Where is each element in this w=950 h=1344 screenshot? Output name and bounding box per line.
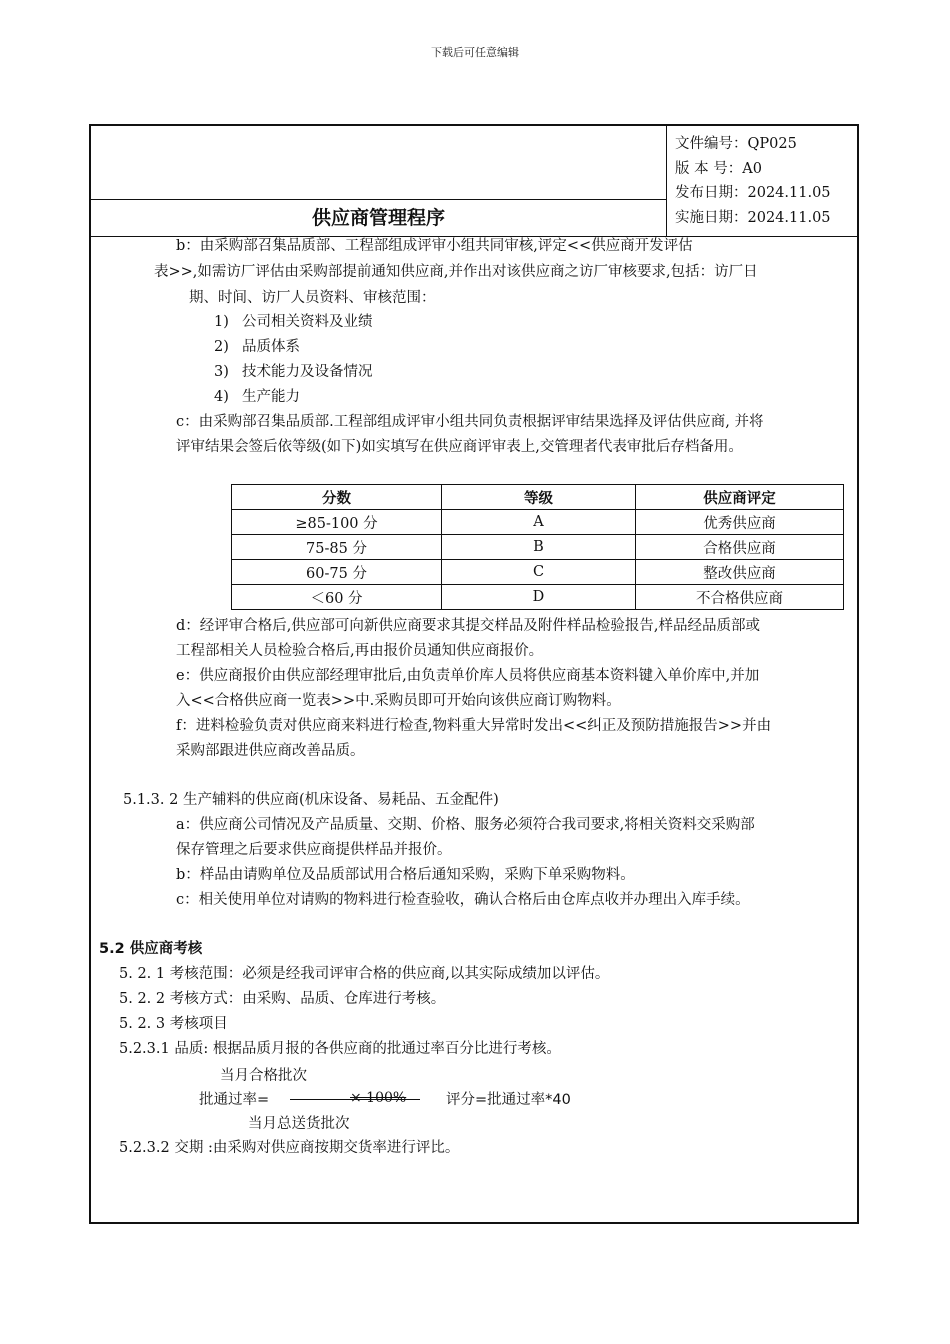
table-cell: ＜60 分 bbox=[232, 585, 442, 610]
grade-table bbox=[231, 484, 844, 610]
table-cell: 60-75 分 bbox=[232, 560, 442, 585]
table-cell: 优秀供应商 bbox=[636, 510, 844, 535]
table-header-rating: 供应商评定 bbox=[636, 485, 844, 510]
table-cell: 整改供应商 bbox=[636, 560, 844, 585]
para-c-line1: c：由采购部召集品质部.工程部组成评审小组共同负责根据评审结果选择及评估供应商, 并将 bbox=[176, 414, 764, 430]
section-5231: 5.2.3.1 品质: 根据品质月报的各供应商的批通过率百分比进行考核。 bbox=[119, 1041, 561, 1057]
doc-number: 文件编号：QP025 bbox=[675, 136, 797, 152]
para-b-line1: b：由采购部召集品质部、工程部组成评审小组共同审核,评定<<供应商开发评估 bbox=[176, 238, 693, 254]
section-5232: 5.2.3.2 交期 :由采购对供应商按期交货率进行评比。 bbox=[119, 1140, 460, 1156]
para-d-line1: d：经评审合格后,供应部可向新供应商要求其提交样品及附件样品检验报告,样品经品质部或 bbox=[176, 618, 760, 634]
publish-date: 发布日期：2024.11.05 bbox=[675, 185, 831, 201]
para-d-line2: 工程部相关人员检验合格后,再由报价员通知供应商报价。 bbox=[176, 643, 544, 659]
effective-date: 实施日期：2024.11.05 bbox=[675, 209, 831, 226]
list-item-num: 1) bbox=[214, 314, 229, 330]
version: 版 本 号：A0 bbox=[675, 160, 762, 177]
table-cell: 合格供应商 bbox=[636, 535, 844, 560]
section-522: 5. 2. 2 考核方式：由采购、品质、仓库进行考核。 bbox=[119, 991, 446, 1007]
table-cell: ≥85-100 分 bbox=[232, 510, 442, 535]
formula-score: 评分=批通过率*40 bbox=[446, 1092, 571, 1108]
list-item-num: 4) bbox=[214, 389, 229, 405]
para-a2-line2: 保存管理之后要求供应商提供样品并报价。 bbox=[176, 842, 452, 858]
table-cell: D bbox=[442, 585, 636, 610]
para-b-line2: 表>>,如需访厂评估由采购部提前通知供应商,并作出对该供应商之访厂审核要求,包括：访厂日 bbox=[154, 264, 758, 280]
para-c2: c：相关使用单位对请购的物料进行检查验收，确认合格后由仓库点收并办理出入库手续。 bbox=[176, 892, 750, 908]
header-info bbox=[667, 126, 857, 236]
table-cell: C bbox=[442, 560, 636, 585]
para-e-line2: 入<<合格供应商一览表>>中.采购员即可开始向该供应商订购物料。 bbox=[176, 693, 621, 709]
section-5132: 5.1.3. 2 生产辅料的供应商(机床设备、易耗品、五金配件) bbox=[123, 792, 499, 808]
para-b-line3: 期、时间、访厂人员资料、审核范围： bbox=[189, 290, 436, 306]
list-item-text: 品质体系 bbox=[242, 339, 300, 355]
para-e-line1: e：供应商报价由供应部经理审批后,由负责单价库人员将供应商基本资料键入单价库中,并加 bbox=[176, 668, 760, 684]
document-title: 供应商管理程序 bbox=[91, 200, 667, 236]
list-item-text: 公司相关资料及业绩 bbox=[242, 314, 373, 330]
table-cell: B bbox=[442, 535, 636, 560]
para-b2: b：样品由请购单位及品质部试用合格后通知采购，采购下单采购物料。 bbox=[176, 867, 635, 883]
table-row bbox=[232, 585, 844, 610]
table-row bbox=[232, 560, 844, 585]
table-row bbox=[232, 535, 844, 560]
section-523: 5. 2. 3 考核项目 bbox=[119, 1016, 228, 1032]
formula-times-100: × 100% bbox=[350, 1090, 407, 1106]
formula-denominator: 当月总送货批次 bbox=[248, 1116, 350, 1132]
section-52-heading: 5.2 供应商考核 bbox=[99, 941, 203, 957]
top-note: 下载后可任意编辑 bbox=[431, 46, 519, 59]
list-item-num: 3) bbox=[214, 364, 229, 380]
table-header-score: 分数 bbox=[232, 485, 442, 510]
table-header-grade: 等级 bbox=[442, 485, 636, 510]
table-cell: A bbox=[442, 510, 636, 535]
table-header-row bbox=[232, 485, 844, 510]
formula-lhs: 批通过率= bbox=[199, 1092, 270, 1108]
para-a2-line1: a：供应商公司情况及产品质量、交期、价格、服务必须符合我司要求,将相关资料交采购部 bbox=[176, 817, 755, 833]
list-item-num: 2) bbox=[214, 339, 229, 355]
formula-numerator: 当月合格批次 bbox=[220, 1068, 307, 1084]
section-521: 5. 2. 1 考核范围：必须是经我司评审合格的供应商,以其实际成绩加以评估。 bbox=[119, 966, 610, 982]
para-c-line2: 评审结果会签后依等级(如下)如实填写在供应商评审表上,交管理者代表审批后存档备用。 bbox=[176, 439, 743, 455]
list-item-text: 生产能力 bbox=[242, 389, 300, 405]
table-cell: 75-85 分 bbox=[232, 535, 442, 560]
list-item-text: 技术能力及设备情况 bbox=[242, 364, 373, 380]
table-row bbox=[232, 510, 844, 535]
table-cell: 不合格供应商 bbox=[636, 585, 844, 610]
para-f-line2: 采购部跟进供应商改善品质。 bbox=[176, 743, 365, 759]
para-f-line1: f：进料检验负责对供应商来料进行检查,物料重大异常时发出<<纠正及预防措施报告>>并由 bbox=[176, 718, 772, 734]
header-blank-cell bbox=[91, 126, 667, 200]
